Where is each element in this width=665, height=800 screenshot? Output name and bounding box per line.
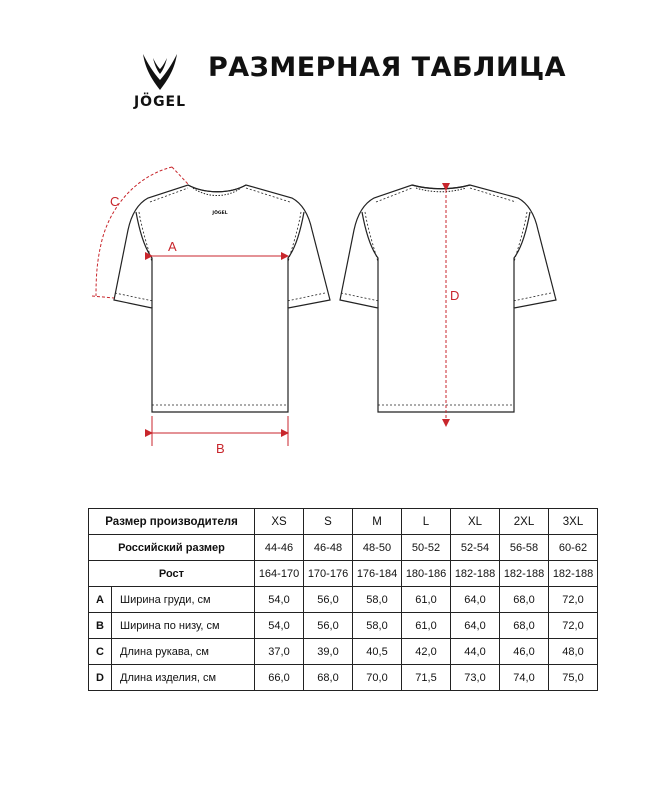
table-cell: 37,0 (255, 639, 304, 665)
size-header-cell: L (402, 509, 451, 535)
logo-mark-icon (139, 52, 181, 92)
measure-name: Длина изделия, см (112, 665, 255, 691)
measure-name: Ширина по низу, см (112, 613, 255, 639)
table-row (89, 509, 598, 535)
height-label: Рост (89, 561, 255, 587)
table-cell: 54,0 (255, 613, 304, 639)
table-cell: 44,0 (451, 639, 500, 665)
table-cell: 48,0 (549, 639, 598, 665)
table-cell: 58,0 (353, 587, 402, 613)
table-cell: 39,0 (304, 639, 353, 665)
table-cell: 58,0 (353, 613, 402, 639)
table-cell: 61,0 (402, 587, 451, 613)
brand-logo (122, 52, 198, 112)
table-row (89, 665, 598, 691)
measure-letter: A (89, 587, 112, 613)
table-cell: 66,0 (255, 665, 304, 691)
size-header-cell: XL (451, 509, 500, 535)
table-cell: 72,0 (549, 587, 598, 613)
measure-name: Длина рукава, см (112, 639, 255, 665)
table-cell: 68,0 (500, 613, 549, 639)
size-header-cell: S (304, 509, 353, 535)
measure-letter: B (89, 613, 112, 639)
measure-letter: D (89, 665, 112, 691)
table-cell: 72,0 (549, 613, 598, 639)
size-header-cell: XS (255, 509, 304, 535)
russian-size-label: Российский размер (89, 535, 255, 561)
table-cell: 42,0 (402, 639, 451, 665)
table-cell: 176-184 (353, 561, 402, 587)
manufacturer-size-label: Размер производителя (89, 509, 255, 535)
tshirt-back-view (340, 185, 556, 412)
table-cell: 71,5 (402, 665, 451, 691)
brand-name: JÖGEL (133, 94, 187, 110)
table-row (89, 613, 598, 639)
table-cell: 182-188 (451, 561, 500, 587)
size-header-cell: 3XL (549, 509, 598, 535)
measure-d-label: D (450, 288, 460, 303)
table-cell: 56-58 (500, 535, 549, 561)
table-cell: 75,0 (549, 665, 598, 691)
table-cell: 44-46 (255, 535, 304, 561)
table-cell: 46,0 (500, 639, 549, 665)
page-title: РАЗМЕРНАЯ ТАБЛИЦА (208, 52, 567, 83)
table-cell: 48-50 (353, 535, 402, 561)
table-cell: 73,0 (451, 665, 500, 691)
table-cell: 46-48 (304, 535, 353, 561)
table-cell: 52-54 (451, 535, 500, 561)
size-table (88, 508, 598, 691)
table-cell: 60-62 (549, 535, 598, 561)
table-cell: 70,0 (353, 665, 402, 691)
table-cell: 40,5 (353, 639, 402, 665)
table-row (89, 587, 598, 613)
table-cell: 56,0 (304, 587, 353, 613)
table-cell: 74,0 (500, 665, 549, 691)
measure-a-label: A (168, 239, 177, 254)
table-cell: 68,0 (304, 665, 353, 691)
table-row (89, 535, 598, 561)
measure-letter: C (89, 639, 112, 665)
size-header-cell: M (353, 509, 402, 535)
table-cell: 64,0 (451, 587, 500, 613)
table-cell: 170-176 (304, 561, 353, 587)
front-chest-tag: JÖGEL (212, 211, 228, 216)
table-cell: 68,0 (500, 587, 549, 613)
table-cell: 54,0 (255, 587, 304, 613)
table-cell: 164-170 (255, 561, 304, 587)
tshirt-front-view (114, 185, 330, 412)
measure-name: Ширина груди, см (112, 587, 255, 613)
table-row (89, 639, 598, 665)
table-cell: 182-188 (500, 561, 549, 587)
table-row (89, 561, 598, 587)
table-cell: 56,0 (304, 613, 353, 639)
measure-b-label: B (216, 441, 225, 456)
table-cell: 50-52 (402, 535, 451, 561)
table-cell: 182-188 (549, 561, 598, 587)
table-cell: 61,0 (402, 613, 451, 639)
table-cell: 64,0 (451, 613, 500, 639)
tshirt-drawing (0, 150, 665, 456)
size-header-cell: 2XL (500, 509, 549, 535)
table-cell: 180-186 (402, 561, 451, 587)
measure-c-label: C (110, 194, 120, 209)
